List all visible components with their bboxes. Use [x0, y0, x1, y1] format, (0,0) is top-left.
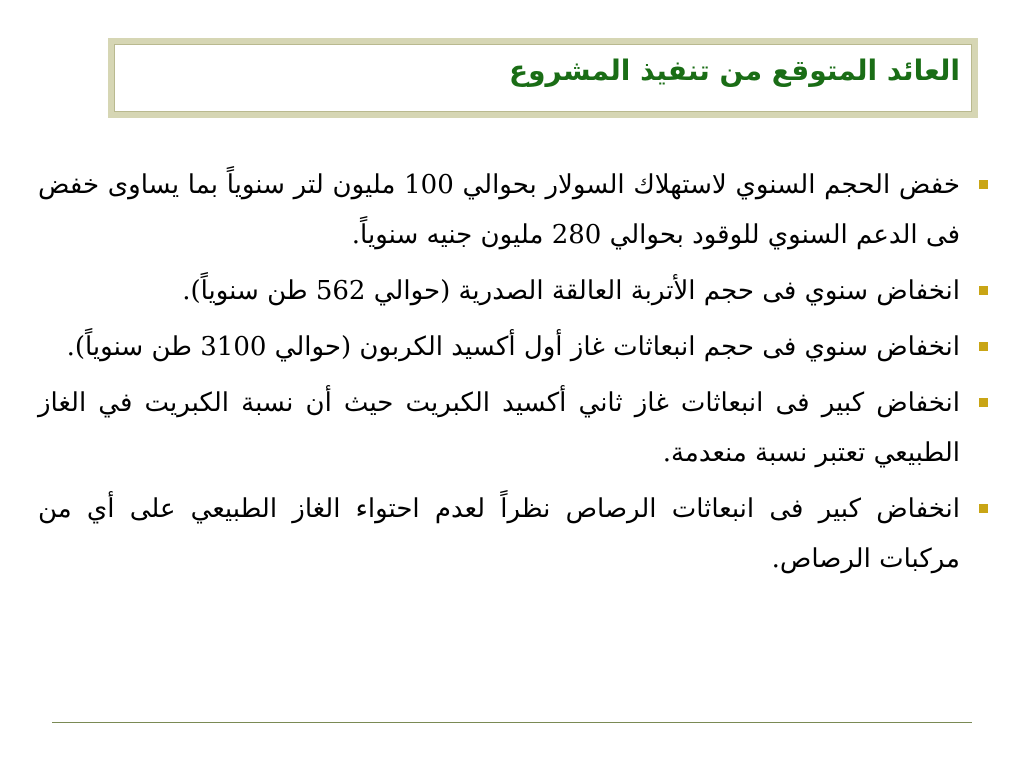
bullet-item — [38, 266, 990, 316]
footer-divider — [52, 722, 972, 723]
title-box — [108, 38, 978, 118]
square-bullet-icon — [979, 504, 988, 513]
bullet-text: انخفاض سنوي فى حجم انبعاثات غاز أول أكسيد الكربون (حوالي 3100 طن سنوياً). — [66, 332, 960, 362]
bullet-item — [38, 484, 990, 584]
square-bullet-icon — [979, 342, 988, 351]
square-bullet-icon — [979, 286, 988, 295]
bullet-item — [38, 160, 990, 260]
bullet-text: انخفاض كبير فى انبعاثات الرصاص نظراً لعدم احتواء الغاز الطبيعي على أي من مركبات الرصاص. — [38, 494, 960, 574]
square-bullet-icon — [979, 180, 988, 189]
bullet-item — [38, 378, 990, 478]
bullet-item — [38, 322, 990, 372]
square-bullet-icon — [979, 398, 988, 407]
bullet-list — [38, 160, 990, 590]
bullet-text: خفض الحجم السنوي لاستهلاك السولار بحوالي 100 مليون لتر سنوياً بما يساوى خفض فى الدعم السنوي للوقود بحوالي 280 مليون جنيه سنوياً. — [38, 170, 960, 250]
bullet-text: انخفاض كبير فى انبعاثات غاز ثاني أكسيد الكبريت حيث أن نسبة الكبريت في الغاز الطبيعي تعتبر نسبة منعدمة. — [38, 388, 960, 468]
bullet-text: انخفاض سنوي فى حجم الأتربة العالقة الصدرية (حوالي 562 طن سنوياً). — [182, 276, 960, 306]
slide-title: العائد المتوقع من تنفيذ المشروع — [509, 54, 960, 87]
